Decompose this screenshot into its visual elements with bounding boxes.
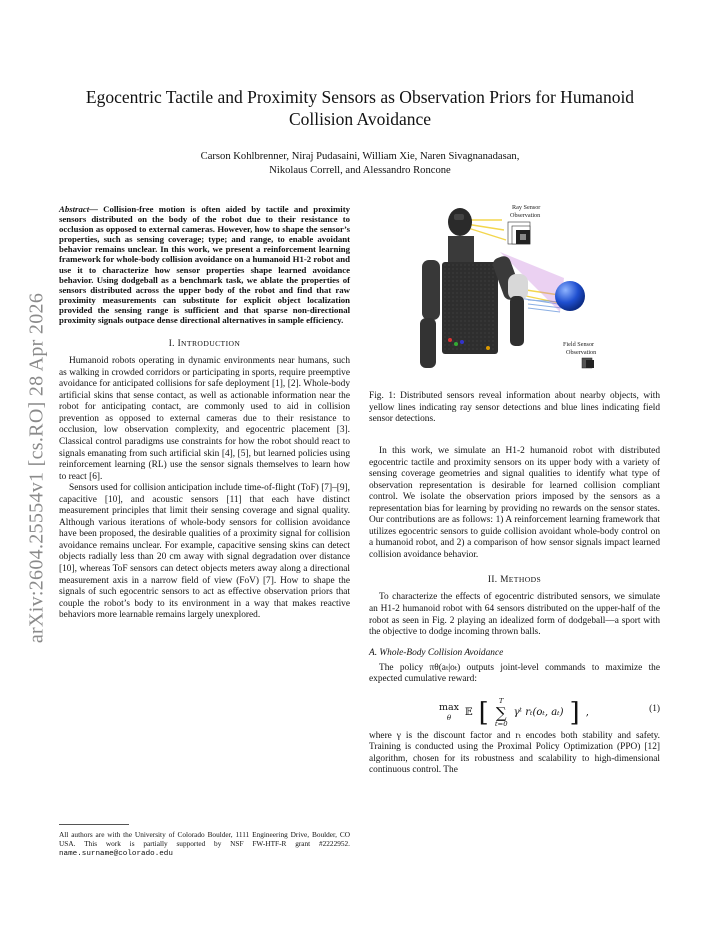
section-initial: M [500,574,509,585]
footnote-text: All authors are with the University of Colorado Boulder, 1111 Engineering Drive, Boulder, CO USA. This work is partially supported by NSF FW-HTF-R grant #2222952. [59,830,350,848]
abstract-text: — Collision-free motion is often aided by tactile and proximity sensors distributed on the body of the robot due to their resistance to occlusion as opposed to external cameras. However, how to shape the sensor’s properties, such as sensing coverage; type; and range, to enable avoidant behavior remains unclear. In this work, we present a reinforcement learning framework for whole-body collision avoidance on a humanoid H1-2 robot and use it to characterize how sensor properties shape learned avoidance behavior. Using dodgeball as a benchmark task, we ablate the properties of sensors distributed across the upper body of the robot and find that raw proximity measurements can substitute for explicit object localization provided the sensing range is sufficient and that sparse non-directional proximity signals outpace dense directional alternatives in sample efficiency. [59,204,350,326]
methods-paragraph-1: To characterize the effects of egocentric distributed sensors, we simulate an H1-2 humanoid robot with 64 sensors distributed on the upper-half of the robot as seen in Fig. 2 playing an idealized form of dodgeball—a sport with the objective to dodge incoming thrown balls. [369,592,660,638]
paper-title: Egocentric Tactile and Proximity Sensors as Observation Priors for Humanoid Collision Avoidance [85,87,635,129]
left-column [59,204,350,622]
eq-comma: , [585,707,589,719]
abstract-label: Abstract [59,204,90,214]
eq-sum-top: T [498,696,504,705]
equation-1 [369,691,660,728]
eq-bracket-right: ] [569,697,580,728]
intro-paragraph-1: Humanoid robots operating in dynamic environments near humans, such as walking in crowded corridors or participating in sports, require preemptive avoidance for anticipated collisions for safe deployment [1], [2]. Whole-body artificial skins that sense contact, as well as actionable information near the robot for anticipating contact, are commonly used to aid in collision prevention as opposed to external cameras due to their resistance to occlusion, low observation complexity, and egocentric placement [3]. Classical control paradigms use constraints for how the robot should react to signals emanating from such artificial skin [4], [5], but learned policies using reinforcement learning (RL) use the sensor signals themselves to learn how to react [6]. [59,356,350,482]
intro-paragraph-2: Sensors used for collision anticipation include time-of-flight (ToF) [7]–[9], capacitive [10], and acoustic sensors [11] that each have distinct measurement principles that limit their sensing coverage and signal quality. Although various iterations of whole-body sensors for collision avoidance have been proposed, the desirable qualities of a proximity signal for collision avoidance remains unclear. For example, capacitive sensing skins can detect objects radially less than 20 cm away with signal degradation over distance [10], whereas ToF sensors can detect objects meters away along a directional measurement axis in a narrow field of view (FoV) [7]. How to shape the signals of such egocentric sensors to act as effective observation priors that couple the robot’s body to its environment in a way that makes reactive behaviors more learnable remains largely unexplored. [59,483,350,621]
ray-label-2: Observation [510,212,541,219]
section-numeral: II. [487,574,498,585]
section-methods-heading [369,574,660,584]
footnote-rule [59,824,129,825]
figure-1-illustration [404,200,634,376]
robot-head [448,208,472,236]
figure-1 [404,200,634,376]
section-rest: NTRODUCTION [181,339,241,349]
equation-body [439,697,589,729]
eq-sigma: ∑ [495,703,507,722]
field-observation-grid [582,358,594,368]
eq-sum [495,697,508,729]
right-column [369,446,660,777]
subsection-heading: A. Whole-Body Collision Avoidance [369,647,504,658]
field-label-1: Field Sensor [563,341,595,348]
figure-1-caption: Fig. 1: Distributed sensors reveal information about nearby objects, with yellow lines indicating ray sensor detections and blue lines indicating field sensor detections. [369,391,660,425]
section-rest: ETHODS [508,575,542,585]
contributions-paragraph: In this work, we simulate an H1-2 humanoid robot with distributed egocentric tactile and proximity sensors on its upper body with a variety of sensing coverage geometries and signal qualities to identify what type of observation representation is desirable for learned collision compliant control. We isolate the observation priors imposed by the sensors as a representation bias for learning by providing no rewards on the sensor states. Our contributions are as follows: 1) A reinforcement learning framework that utilizes egocentric sensors to guide collision avoidant whole-body control on a humanoid robot, and 2) a comparison of how sensor signals impact learned collision avoidance behavior. [369,446,660,560]
author-list [100,150,620,178]
eq-max [439,703,459,723]
eq-sum-bottom: t=0 [494,719,508,728]
robot-torso-texture [444,264,496,352]
abstract [59,204,350,325]
authors-line-1: Carson Kohlbrenner, Niraj Pudasaini, William Xie, Naren Sivagnanadasan, [200,151,520,162]
section-numeral: I. [168,338,175,349]
eq-max-sub: θ [446,713,452,722]
dodgeball [555,281,585,311]
ray-observation-grid [508,222,530,244]
policy-paragraph: The policy πθ(aₜ|oₜ) outputs joint-level commands to maximize the expected cumulative reward: [369,662,660,685]
robot-right-forearm [510,296,524,346]
robot-head-visor [454,214,464,220]
footnote [59,830,350,859]
eq-max-text: max [439,701,460,713]
footnote-email: name.surname@colorado.edu [59,850,173,858]
eq-bracket-left: [ [478,697,489,728]
section-initial: I [177,338,182,349]
authors-line-2: Nikolaus Correll, and Alessandro Roncone [269,165,451,176]
eq-term: γᵗ rₜ(oₜ, aₜ) [513,707,564,719]
equation-number: (1) [649,703,660,714]
robot-left-forearm [420,318,436,368]
field-label-2: Observation [566,349,597,356]
robot-left-arm [422,260,440,320]
arxiv-stamp [22,258,52,678]
arxiv-stamp-text: arXiv:2604.25554v1 [cs.RO] 28 Apr 2026 [25,292,48,644]
robot-neck [448,236,474,262]
eq-expectation: 𝔼 [465,707,473,719]
after-equation-paragraph: where γ is the discount factor and rₜ encodes both stability and safety. Training is conducted using the Proximal Policy Optimization (PPO) [12] algorithm, chosen for its robustness and scalability to high-dimensional continuous control. The [369,730,660,776]
ray-label-1: Ray Sensor [512,204,541,211]
section-introduction-heading [59,338,350,348]
